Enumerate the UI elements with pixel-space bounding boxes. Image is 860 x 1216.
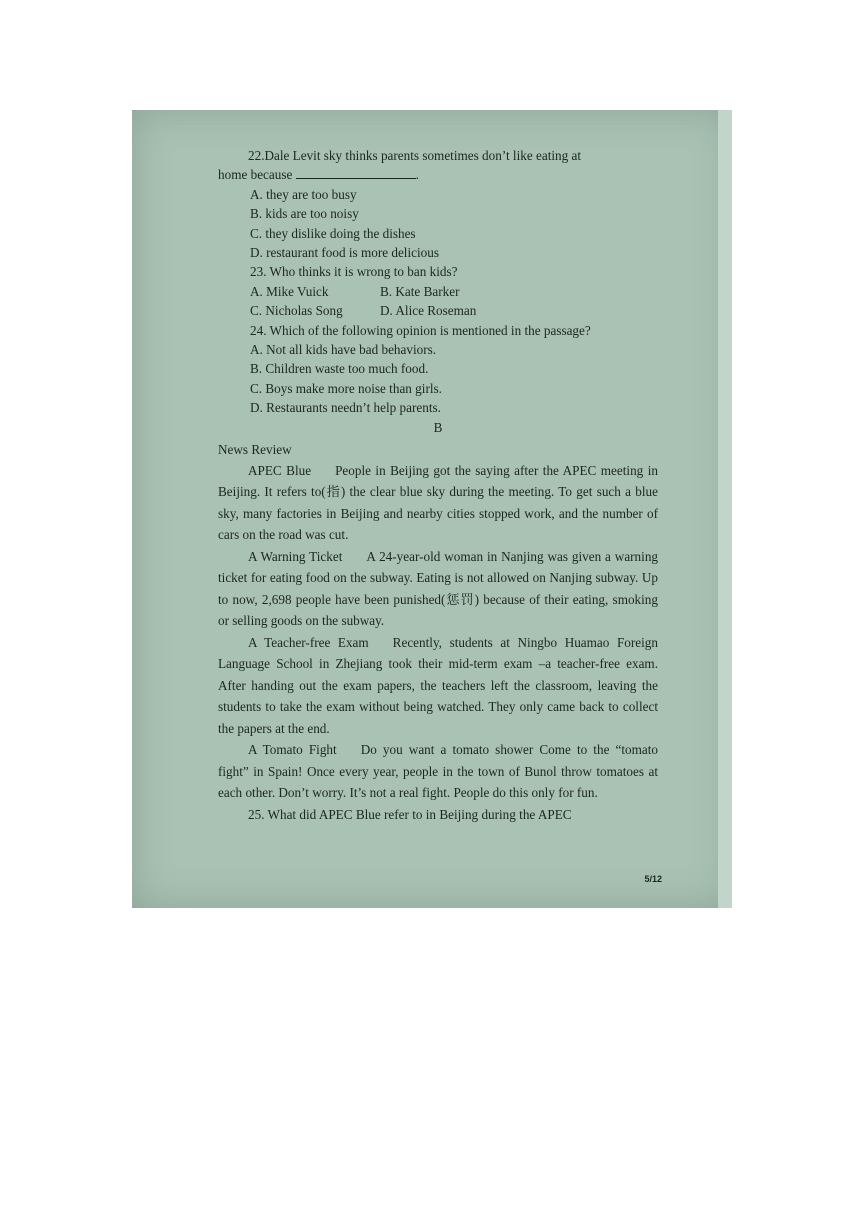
answer-blank: [296, 167, 416, 179]
q23-options-row2: [218, 301, 658, 320]
q24-option-b: B. Children waste too much food.: [250, 361, 429, 377]
news-item-tomato-fight: [218, 739, 658, 804]
q22-option-b: B. kids are too noisy: [250, 206, 359, 222]
news-item-teacher-free-exam: [218, 632, 658, 740]
section-b-heading: B: [433, 419, 443, 435]
q22-option-a: A. they are too busy: [250, 186, 357, 202]
q23-option-d: D. Alice Roseman: [380, 303, 477, 319]
news-review-heading: News Review: [218, 442, 292, 458]
q24-option-d: D. Restaurants needn’t help parents.: [250, 400, 441, 416]
q23-option-a: A. Mike Vuick: [250, 283, 329, 299]
news-body-warning-ticket: A 24-year-old woman in Nanjing was given a warning ticket for eating food on the subway. Eating is not allowed on Nanjing subway. Up to now, 2,698 people have been punished(惩罚) because of their eating, smoking or selling goods on the subway.: [218, 548, 659, 628]
q22-option-c: C. they dislike doing the dishes: [250, 225, 416, 241]
news-body-apec-blue: People in Beijing got the saying after the APEC meeting in Beijing. It refers to(指) the clear blue sky during the meeting. To get such a blue sky, many factories in Beijing and nearby cities stopped work, and the number of cars on the road was cut.: [218, 462, 658, 542]
q23-options-row1: [218, 282, 658, 301]
news-item-warning-ticket: [218, 546, 658, 632]
page-number: 5/12: [644, 874, 662, 884]
exam-page: [218, 146, 658, 825]
news-body-teacher-free-exam: Recently, students at Ningbo Huamao Foreign Language School in Zhejiang took their mid-term exam –a teacher-free exam. After handing out the exam papers, the teachers left the classroom, leaving the students to take the exam without being watched. They only came back to collect the papers at the end.: [218, 634, 658, 736]
q23-option-c: C. Nicholas Song: [250, 303, 343, 319]
q23-stem: 23. Who thinks it is wrong to ban kids?: [250, 264, 458, 280]
q24-stem: 24. Which of the following opinion is mentioned in the passage?: [250, 322, 591, 338]
news-title-teacher-free-exam: A Teacher-free Exam: [248, 634, 369, 650]
document-photo: [132, 110, 732, 908]
q25-stem: 25. What did APEC Blue refer to in Beijing during the APEC: [248, 806, 572, 822]
q24-option-a: A. Not all kids have bad behaviors.: [250, 342, 437, 358]
news-item-apec-blue: [218, 460, 658, 546]
q22-stem-end: .: [415, 167, 419, 183]
q22-option-d: D. restaurant food is more delicious: [250, 245, 439, 261]
news-title-apec-blue: APEC Blue: [248, 462, 312, 478]
paper-edge: [718, 110, 732, 908]
q22-stem-line2: [218, 165, 658, 184]
q24-option-c: C. Boys make more noise than girls.: [250, 380, 442, 396]
q23-option-b: B. Kate Barker: [380, 283, 460, 299]
q22-stem-text: home because: [218, 167, 293, 183]
news-title-warning-ticket: A Warning Ticket: [248, 548, 343, 564]
news-title-tomato-fight: A Tomato Fight: [248, 742, 337, 757]
news-body-tomato-fight: Do you want a tomato shower Come to the “tomato fight” in Spain! Once every year, people in the town of Bunol throw tomatoes at each other. Don’t worry. It’s not a real fight. People do this only for fun.: [218, 742, 658, 800]
q22-stem-line1: 22.Dale Levit sky thinks parents sometimes don’t like eating at: [248, 148, 582, 163]
